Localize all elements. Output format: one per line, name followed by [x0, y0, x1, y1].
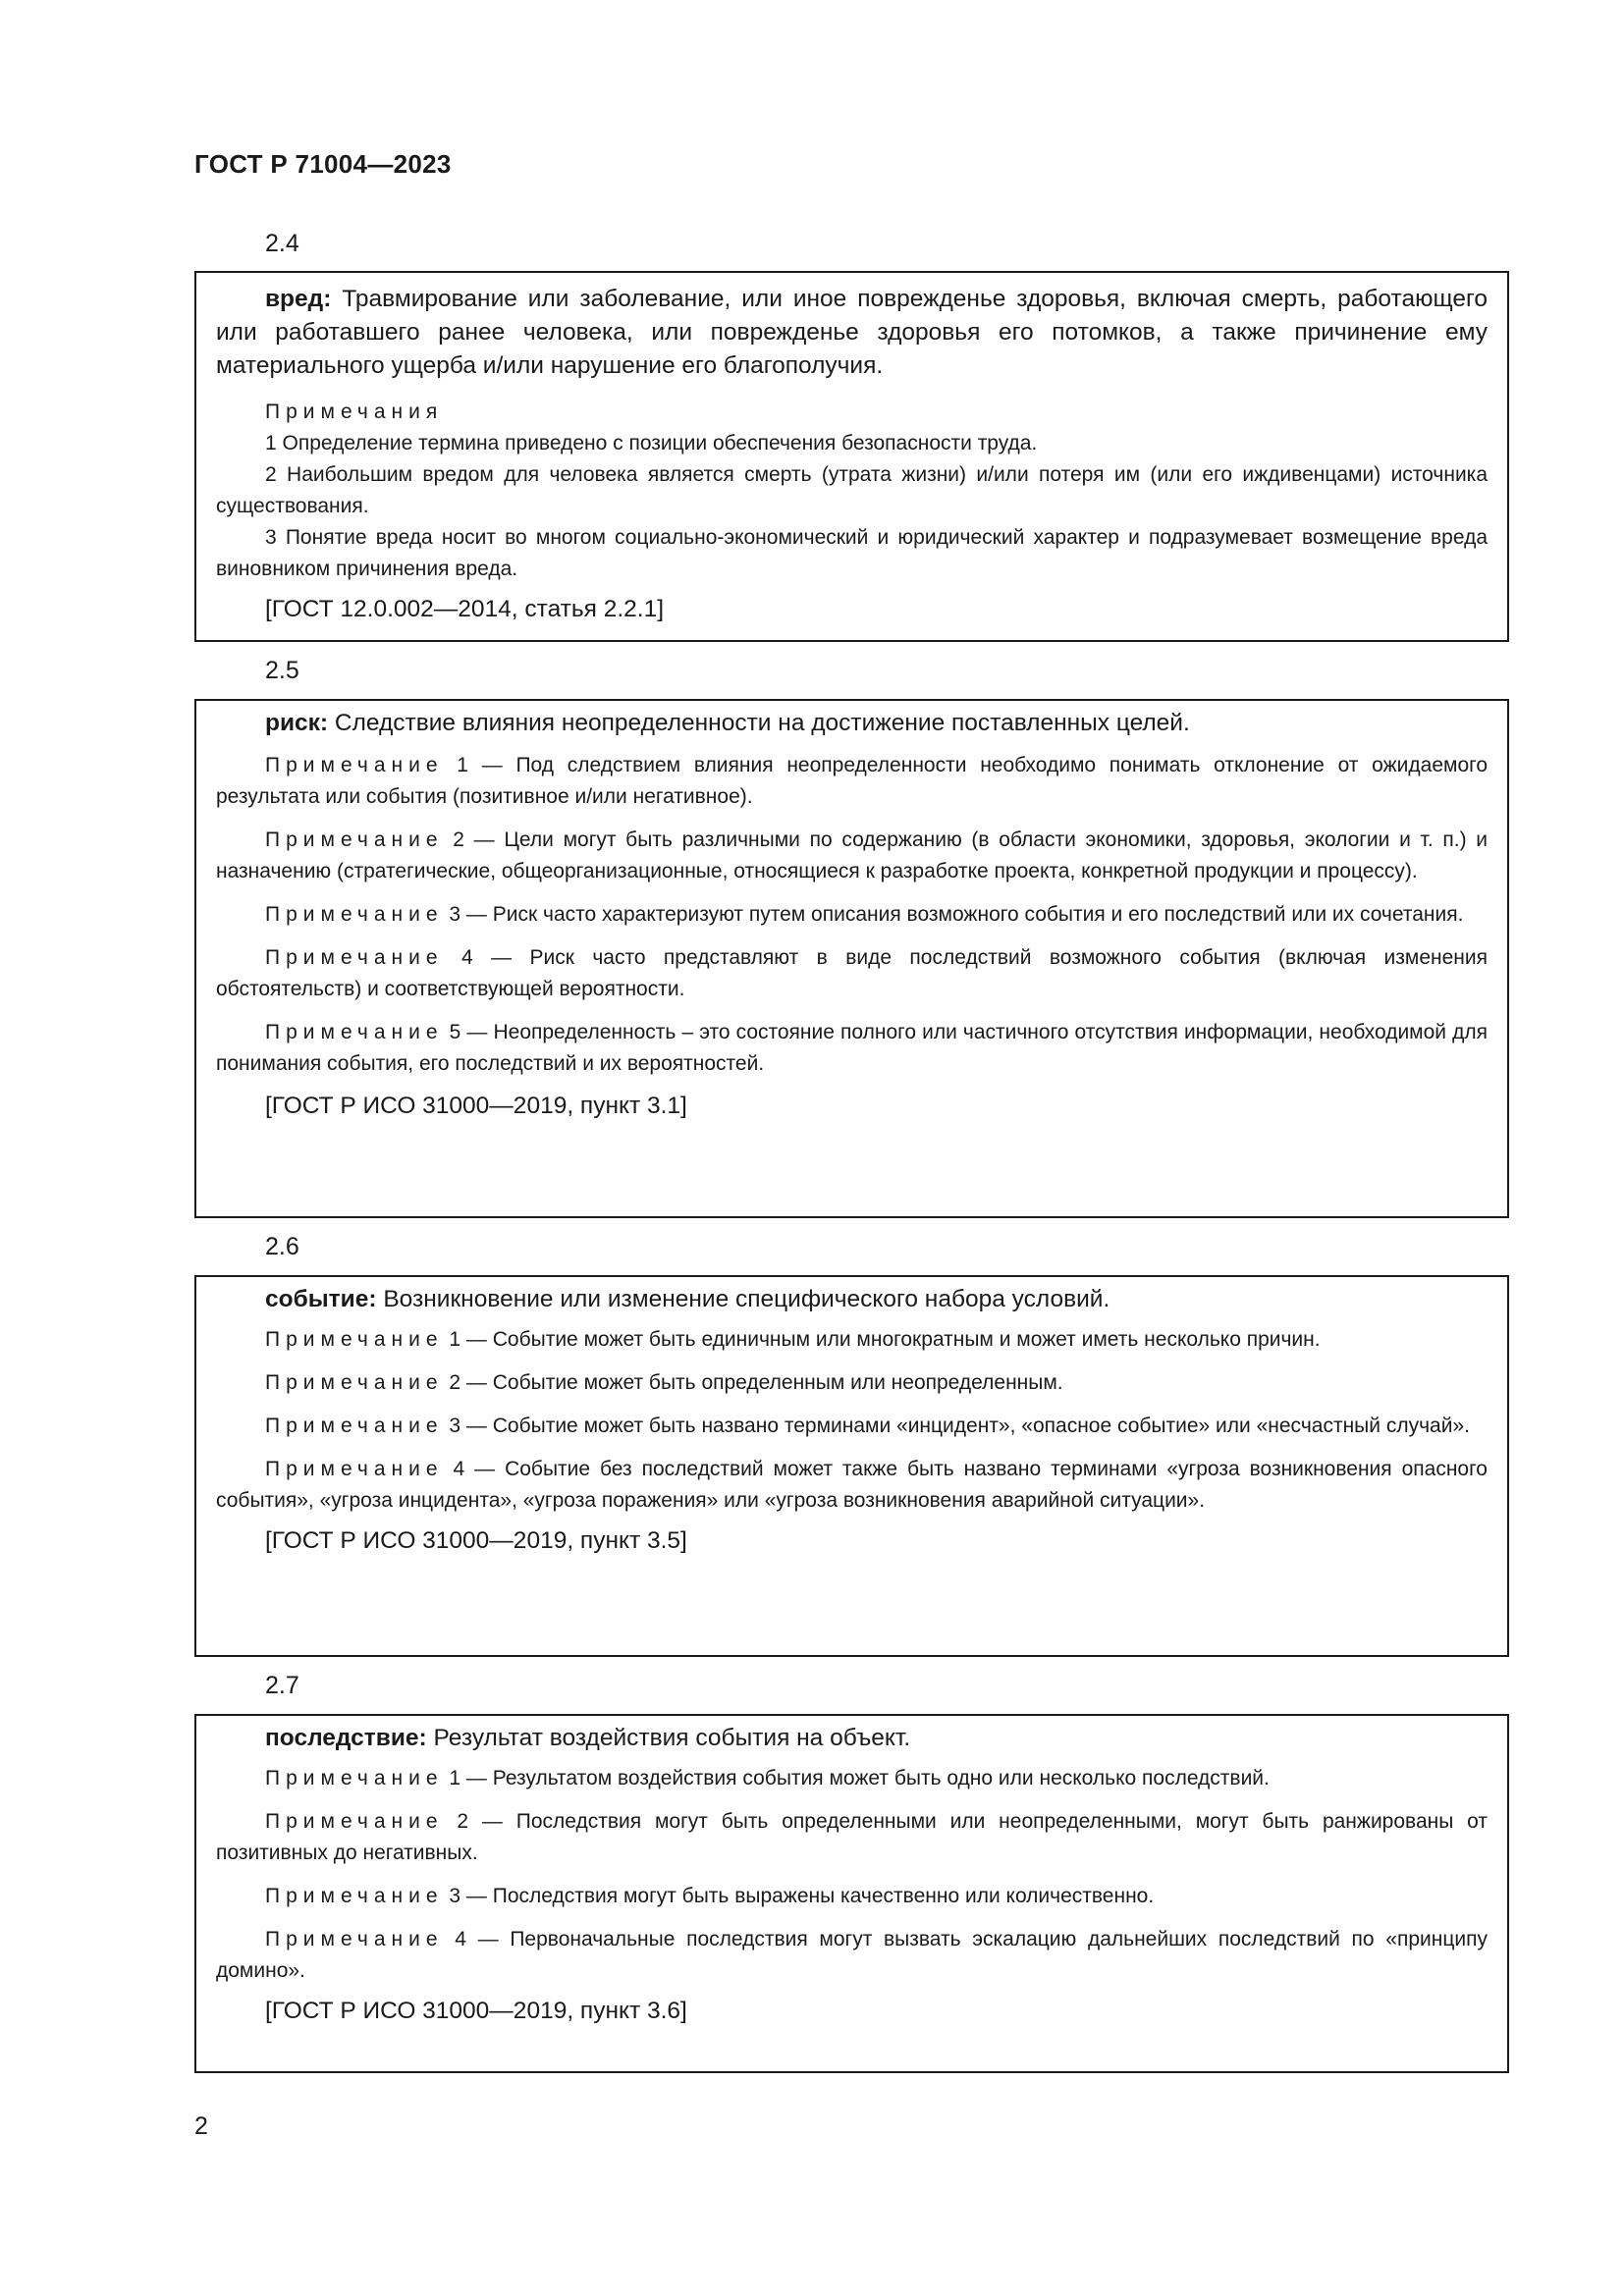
- note-item: 3 Понятие вреда носит во многом социально-экономический и юридический характер и подразумевает возмещение вреда виновником причинения вреда.: [216, 526, 1488, 580]
- entry-number: 2.7: [265, 1672, 299, 1699]
- definition-paragraph: [216, 283, 1488, 383]
- term-box-event: [194, 1275, 1509, 1657]
- definition-paragraph: [216, 1283, 1488, 1316]
- note-item: Примечание 3 — Риск часто характеризуют путем описания возможного события и его последствий или их сочетания.: [265, 903, 1464, 926]
- note-item: Примечание 2 — Цели могут быть различными по содержанию (в области экономики, здоровья, экологии и т. п.) и назначению (стратегические, общеорганизационные, относящиеся к разработке проекта, конкретной продукции и процессу).: [216, 828, 1488, 882]
- entry-number: 2.6: [265, 1233, 299, 1260]
- term-label: последствие:: [265, 1725, 427, 1751]
- term-box-harm: [194, 271, 1509, 642]
- definition-paragraph: [216, 707, 1488, 740]
- source-reference: [ГОСТ Р ИСО 31000—2019, пункт 3.5]: [265, 1527, 687, 1554]
- definition-text: Следствие влияния неопределенности на достижение поставленных целей.: [334, 710, 1190, 736]
- term-box-consequence: [194, 1714, 1509, 2073]
- note-item: Примечание 3 — Последствия могут быть выражены качественно или количественно.: [265, 1885, 1155, 1907]
- note-item: 2 Наибольшим вредом для человека является смерть (утрата жизни) и/или потеря им (или его иждивенцами) источника существования.: [216, 463, 1488, 517]
- note-item: Примечание 2 — Последствия могут быть определенными или неопределенными, могут быть ранжированы от позитивных до негативных.: [216, 1810, 1488, 1864]
- note-item: Примечание 5 — Неопределенность – это состояние полного или частичного отсутствия информации, необходимой для понимания события, его последствий и их вероятностей.: [216, 1021, 1488, 1075]
- definition-text: Результат воздействия события на объект.: [433, 1725, 911, 1751]
- page-number: 2: [194, 2112, 208, 2140]
- note-item: Примечание 2 — Событие может быть определенным или неопределенным.: [265, 1371, 1063, 1394]
- term-box-risk: [194, 699, 1509, 1218]
- note-item: Примечание 4 — Событие без последствий может также быть названо терминами «угроза возникновения опасного события», «угроза инцидента», «угроза поражения» или «угроза возникновения аварийной ситуации».: [216, 1458, 1488, 1512]
- note-item: Примечание 1 — Событие может быть единичным или многократным и может иметь несколько причин.: [265, 1328, 1321, 1351]
- term-label: событие:: [265, 1286, 377, 1312]
- entry-number: 2.4: [265, 230, 299, 257]
- definition-text: Травмирование или заболевание, или иное поврежденье здоровья, включая смерть, работающего или работавшего ранее человека, или поврежденье здоровья его потомков, а также причинение ему материального ущерба и/или нарушение его благополучия.: [216, 286, 1488, 379]
- note-item: Примечание 3 — Событие может быть названо терминами «инцидент», «опасное событие» или «несчастный случай».: [265, 1415, 1470, 1437]
- notes-heading: Примечания: [265, 400, 444, 423]
- definition-text: Возникновение или изменение специфического набора условий.: [383, 1286, 1110, 1312]
- term-label: вред:: [265, 286, 332, 312]
- note-item: Примечание 4 — Первоначальные последствия могут вызвать эскалацию дальнейших последствий по «принципу домино».: [216, 1928, 1488, 1982]
- definition-paragraph: [216, 1722, 1488, 1755]
- entry-number: 2.5: [265, 657, 299, 684]
- document-header: ГОСТ Р 71004—2023: [194, 149, 452, 179]
- source-reference: [ГОСТ Р ИСО 31000—2019, пункт 3.6]: [265, 1998, 687, 2024]
- note-item: Примечание 1 — Результатом воздействия события может быть одно или несколько последствий.: [265, 1767, 1270, 1789]
- note-item: Примечание 4 — Риск часто представляют в виде последствий возможного события (включая изменения обстоятельств) и соответствующей вероятности.: [216, 946, 1488, 1000]
- note-item: Примечание 1 — Под следствием влияния неопределенности необходимо понимать отклонение от ожидаемого результата или события (позитивное и/или негативное).: [216, 754, 1488, 808]
- source-reference: [ГОСТ Р ИСО 31000—2019, пункт 3.1]: [265, 1093, 687, 1119]
- source-reference: [ГОСТ 12.0.002—2014, статья 2.2.1]: [265, 596, 665, 622]
- note-item: 1 Определение термина приведено с позиции обеспечения безопасности труда.: [265, 432, 1038, 454]
- term-label: риск:: [265, 710, 329, 736]
